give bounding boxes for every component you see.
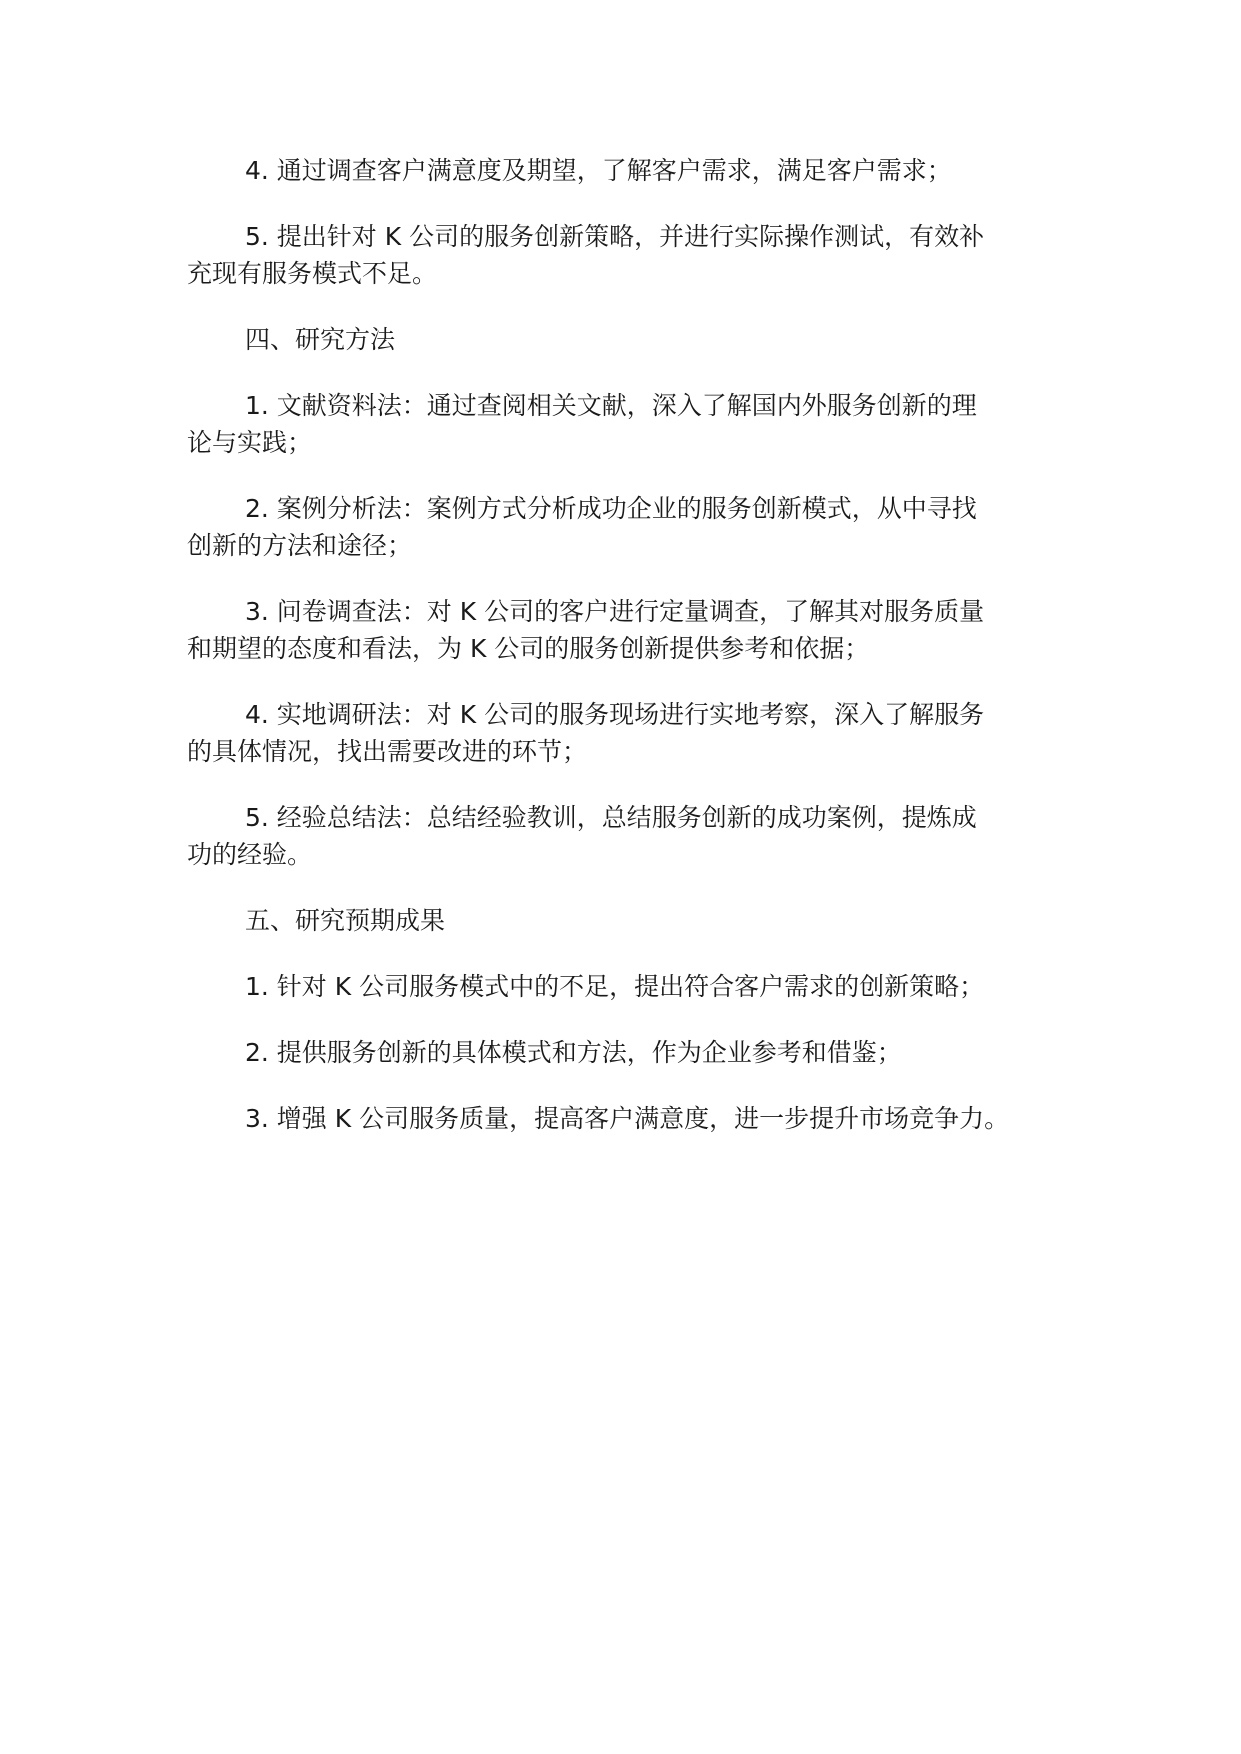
list-item (187, 968, 1117, 1005)
list-item (187, 490, 1117, 564)
paragraph-line: 5. 经验总结法：总结经验教训，总结服务创新的成功案例，提炼成 (245, 803, 977, 832)
list-item (187, 799, 1117, 873)
list-item (187, 1100, 1117, 1137)
list-item (187, 1034, 1117, 1071)
paragraph-line: 2. 案例分析法：案例方式分析成功企业的服务创新模式，从中寻找 (245, 494, 977, 523)
section-heading-text: 五、研究预期成果 (245, 906, 446, 935)
paragraph-line: 创新的方法和途径； (187, 531, 413, 560)
paragraph-line: 充现有服务模式不足。 (187, 259, 438, 288)
paragraph-line: 和期望的态度和看法，为 K 公司的服务创新提供参考和依据； (187, 634, 870, 663)
paragraph-line: 5. 提出针对 K 公司的服务创新策略，并进行实际操作测试，有效补 (245, 222, 985, 251)
list-item (187, 152, 1117, 189)
section-heading (187, 902, 1117, 939)
list-item (187, 696, 1117, 770)
paragraph-line: 4. 通过调查客户满意度及期望，了解客户需求，满足客户需求； (245, 156, 952, 185)
section-heading-text: 四、研究方法 (245, 325, 396, 354)
list-item (187, 593, 1117, 667)
paragraph-line: 3. 问卷调查法：对 K 公司的客户进行定量调查，了解其对服务质量 (245, 597, 985, 626)
section-heading (187, 321, 1117, 358)
paragraph-line: 1. 文献资料法：通过查阅相关文献，深入了解国内外服务创新的理 (245, 391, 977, 420)
document-body (187, 152, 1117, 1166)
paragraph-line: 3. 增强 K 公司服务质量，提高客户满意度，进一步提升市场竞争力。 (245, 1104, 1010, 1133)
paragraph-line: 功的经验。 (187, 840, 313, 869)
list-item (187, 218, 1117, 292)
paragraph-line: 2. 提供服务创新的具体模式和方法，作为企业参考和借鉴； (245, 1038, 902, 1067)
paragraph-line: 1. 针对 K 公司服务模式中的不足，提出符合客户需求的创新策略； (245, 972, 985, 1001)
paragraph-line: 论与实践； (187, 428, 313, 457)
paragraph-line: 4. 实地调研法：对 K 公司的服务现场进行实地考察，深入了解服务 (245, 700, 985, 729)
list-item (187, 387, 1117, 461)
paragraph-line: 的具体情况，找出需要改进的环节； (187, 737, 588, 766)
